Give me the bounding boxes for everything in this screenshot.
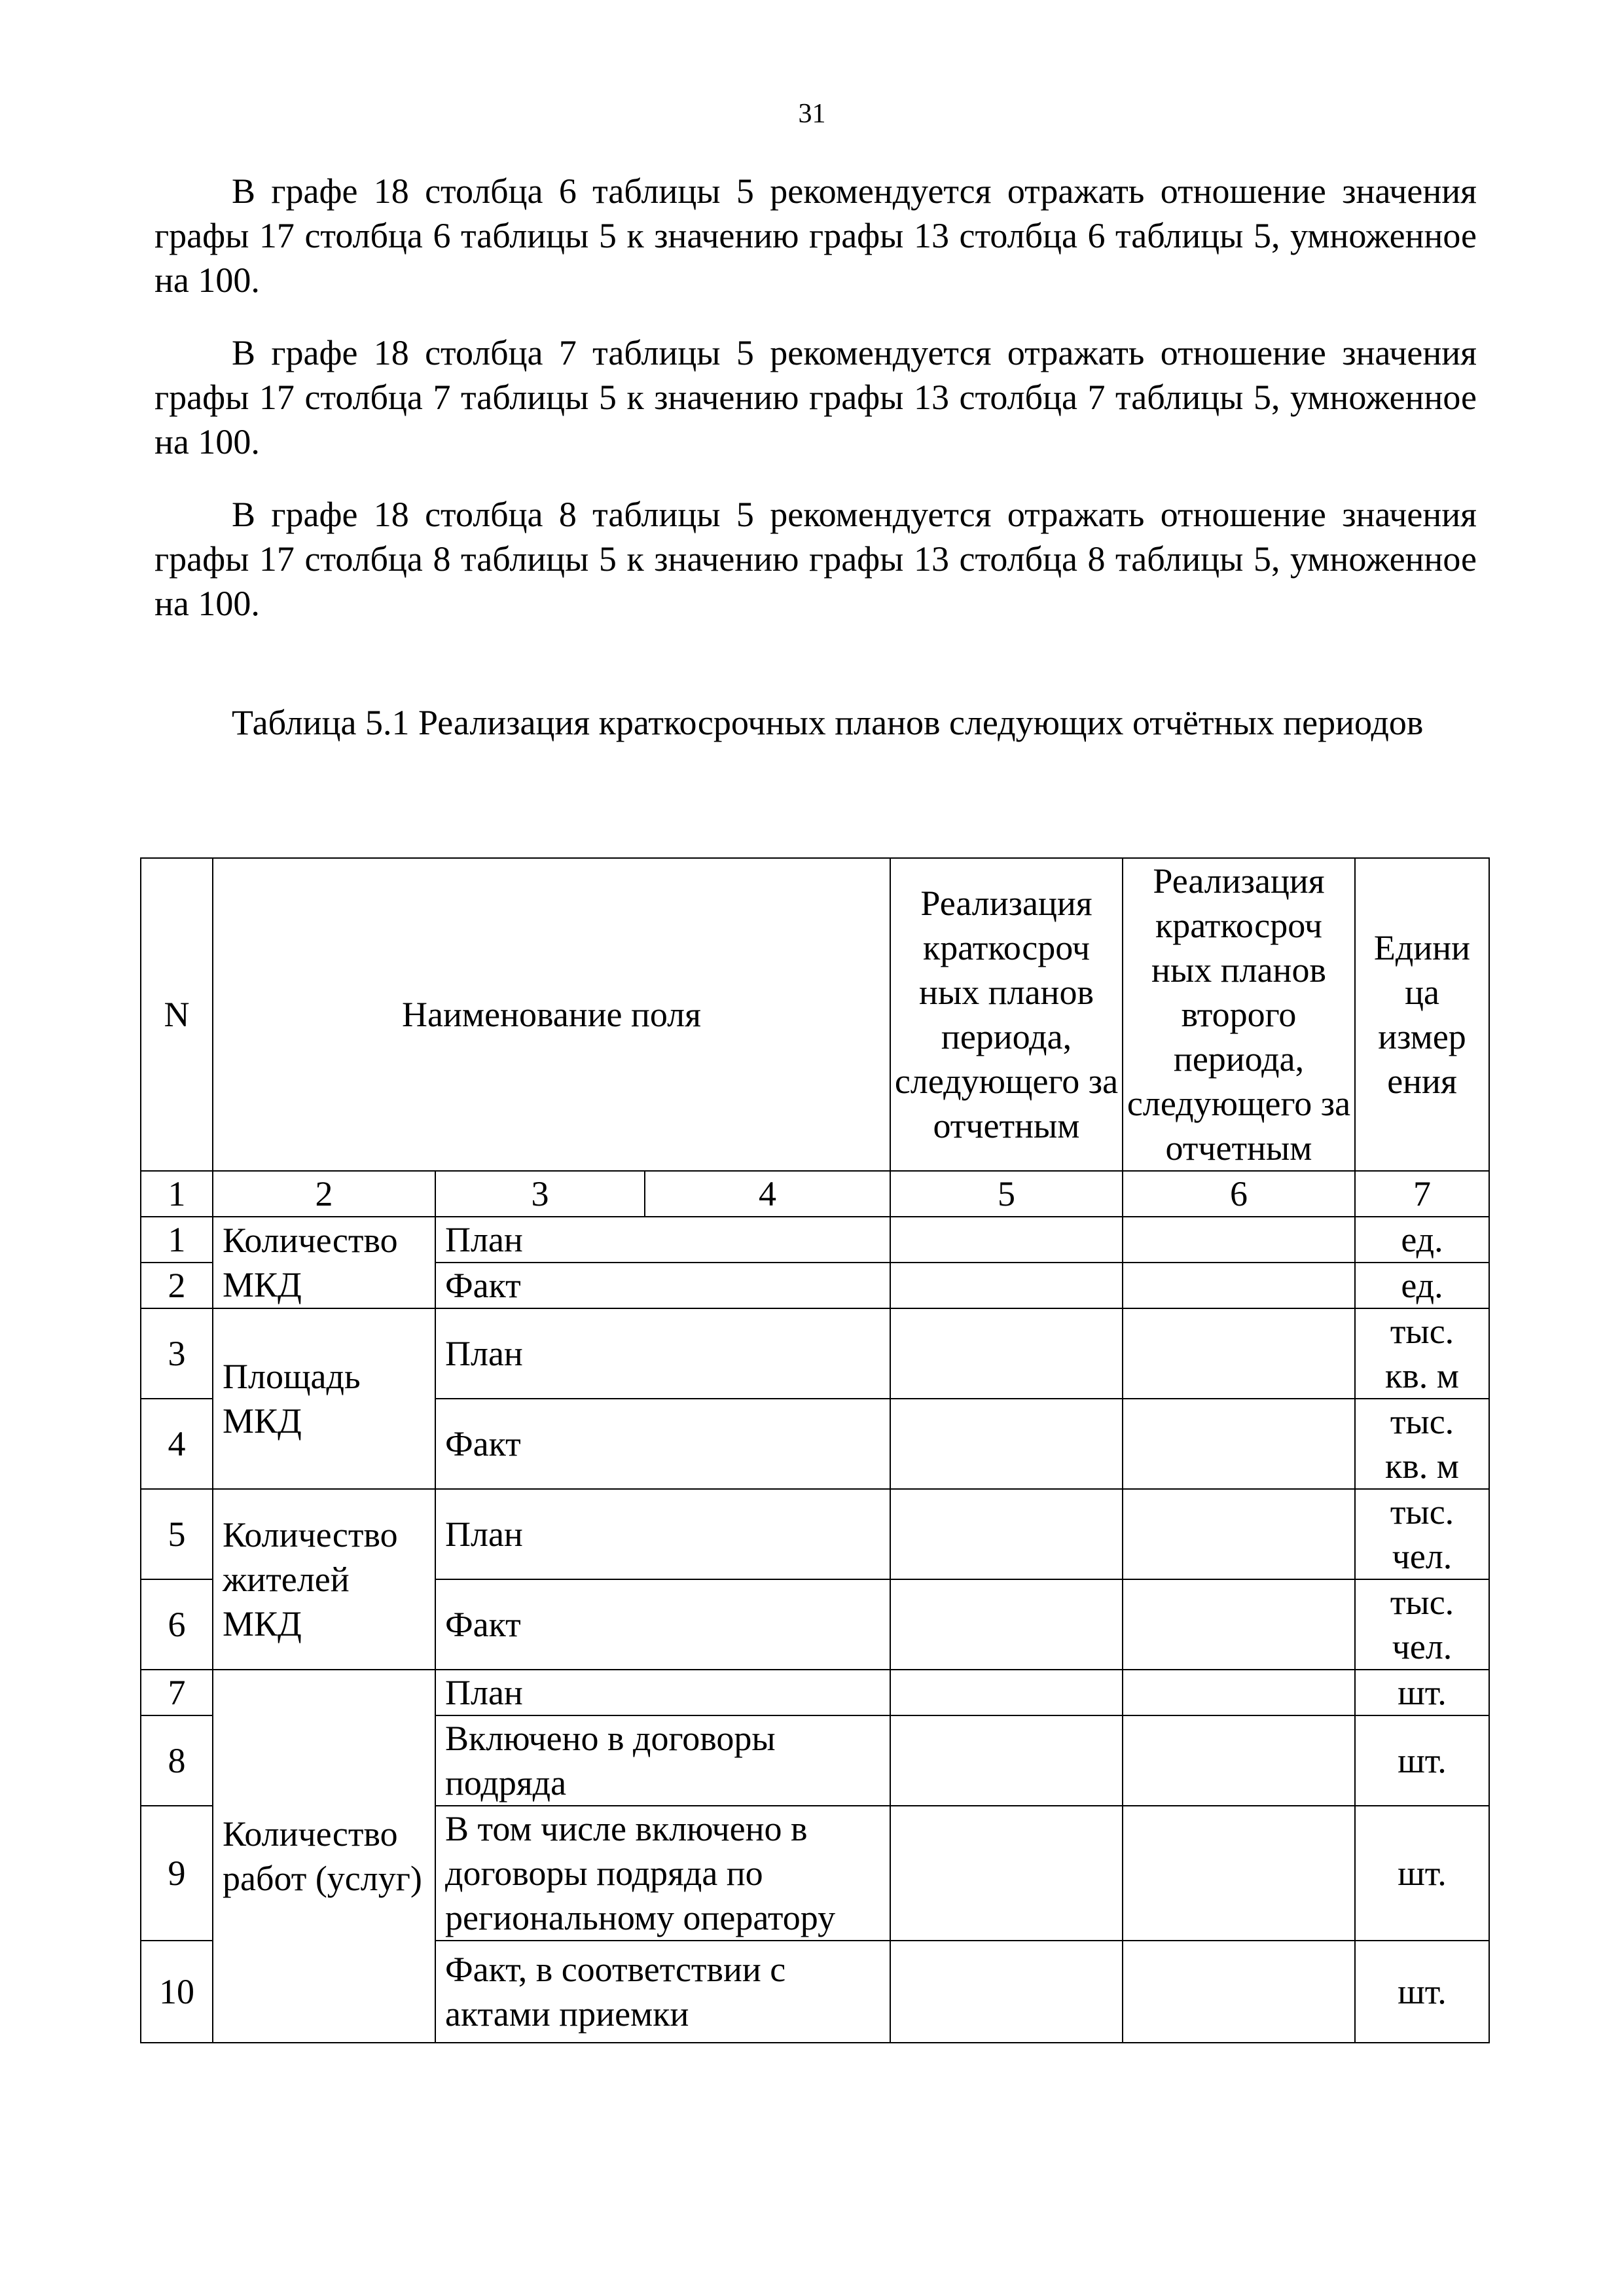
field-name: План <box>435 1308 890 1399</box>
col-number: 2 <box>213 1171 435 1217</box>
row-number: 10 <box>141 1941 213 2043</box>
value-cell <box>1123 1670 1355 1715</box>
value-cell <box>890 1308 1123 1399</box>
field-name: План <box>435 1670 890 1715</box>
value-cell <box>1123 1217 1355 1263</box>
row-number: 1 <box>141 1217 213 1263</box>
paragraph-1: В графе 18 столбца 6 таблицы 5 рекомендуется отражать отношение значения графы 17 столбца 6 таблицы 5 к значению графы 13 столбца 6 таблицы 5, умноженное на 100. <box>154 171 1477 300</box>
col-number: 4 <box>645 1171 890 1217</box>
value-cell <box>1123 1941 1355 2043</box>
field-name: Включено в договоры подряда <box>435 1715 890 1806</box>
unit-cell: тыс. кв. м <box>1355 1308 1489 1399</box>
value-cell <box>890 1941 1123 2043</box>
paragraph-3: В графе 18 столбца 8 таблицы 5 рекомендуется отражать отношение значения графы 17 столбца 8 таблицы 5 к значению графы 13 столбца 8 таблицы 5, умноженное на 100. <box>154 495 1477 623</box>
row-number: 2 <box>141 1263 213 1308</box>
unit-cell: ед. <box>1355 1263 1489 1308</box>
row-number: 9 <box>141 1806 213 1941</box>
header-field-name: Наименование поля <box>213 858 890 1171</box>
table-header-row <box>141 858 1489 1171</box>
value-cell <box>1123 1579 1355 1670</box>
table-row <box>141 1670 1489 1715</box>
row-number: 4 <box>141 1399 213 1489</box>
row-number: 7 <box>141 1670 213 1715</box>
col-number: 7 <box>1355 1171 1489 1217</box>
unit-cell: шт. <box>1355 1806 1489 1941</box>
value-cell <box>890 1217 1123 1263</box>
col-number: 3 <box>435 1171 645 1217</box>
value-cell <box>1123 1399 1355 1489</box>
field-name: План <box>435 1489 890 1579</box>
row-number: 5 <box>141 1489 213 1579</box>
unit-cell: ед. <box>1355 1217 1489 1263</box>
col-number: 5 <box>890 1171 1123 1217</box>
group-label: Количество МКД <box>213 1217 435 1308</box>
value-cell <box>890 1806 1123 1941</box>
table-row <box>141 1217 1489 1263</box>
table-row <box>141 1308 1489 1399</box>
group-label: Количество работ (услуг) <box>213 1670 435 2043</box>
field-name: Факт <box>435 1579 890 1670</box>
col-number: 6 <box>1123 1171 1355 1217</box>
value-cell <box>890 1263 1123 1308</box>
value-cell <box>1123 1806 1355 1941</box>
field-name: Факт <box>435 1263 890 1308</box>
value-cell <box>890 1579 1123 1670</box>
unit-cell: тыс. чел. <box>1355 1579 1489 1670</box>
field-name: План <box>435 1217 890 1263</box>
header-period-2: Реализация краткосроч ных планов второго периода, следующего за отчетным <box>1123 858 1355 1171</box>
page-number: 31 <box>798 99 826 129</box>
unit-cell: тыс. кв. м <box>1355 1399 1489 1489</box>
unit-cell: тыс. чел. <box>1355 1489 1489 1579</box>
unit-cell: шт. <box>1355 1941 1489 2043</box>
header-period-1: Реализация краткосроч ных планов периода, следующего за отчетным <box>890 858 1123 1171</box>
table-row <box>141 1489 1489 1579</box>
group-label: Количество жителей МКД <box>213 1489 435 1670</box>
header-unit: Едини ца измер ения <box>1355 858 1489 1171</box>
header-n: N <box>141 858 213 1171</box>
table-caption: Таблица 5.1 Реализация краткосрочных планов следующих отчётных периодов <box>232 703 1424 742</box>
value-cell <box>890 1715 1123 1806</box>
value-cell <box>1123 1308 1355 1399</box>
row-number: 3 <box>141 1308 213 1399</box>
field-name: В том числе включено в договоры подряда по региональному оператору <box>435 1806 890 1941</box>
unit-cell: шт. <box>1355 1670 1489 1715</box>
field-name: Факт <box>435 1399 890 1489</box>
column-number-row <box>141 1171 1489 1217</box>
value-cell <box>1123 1263 1355 1308</box>
value-cell <box>890 1399 1123 1489</box>
unit-cell: шт. <box>1355 1715 1489 1806</box>
paragraph-2: В графе 18 столбца 7 таблицы 5 рекомендуется отражать отношение значения графы 17 столбца 7 таблицы 5 к значению графы 13 столбца 7 таблицы 5, умноженное на 100. <box>154 333 1477 461</box>
value-cell <box>890 1670 1123 1715</box>
value-cell <box>890 1489 1123 1579</box>
value-cell <box>1123 1489 1355 1579</box>
row-number: 8 <box>141 1715 213 1806</box>
table-5-1 <box>140 857 1490 2043</box>
col-number: 1 <box>141 1171 213 1217</box>
value-cell <box>1123 1715 1355 1806</box>
row-number: 6 <box>141 1579 213 1670</box>
field-name: Факт, в соответствии с актами приемки <box>435 1941 890 2043</box>
group-label: Площадь МКД <box>213 1308 435 1489</box>
